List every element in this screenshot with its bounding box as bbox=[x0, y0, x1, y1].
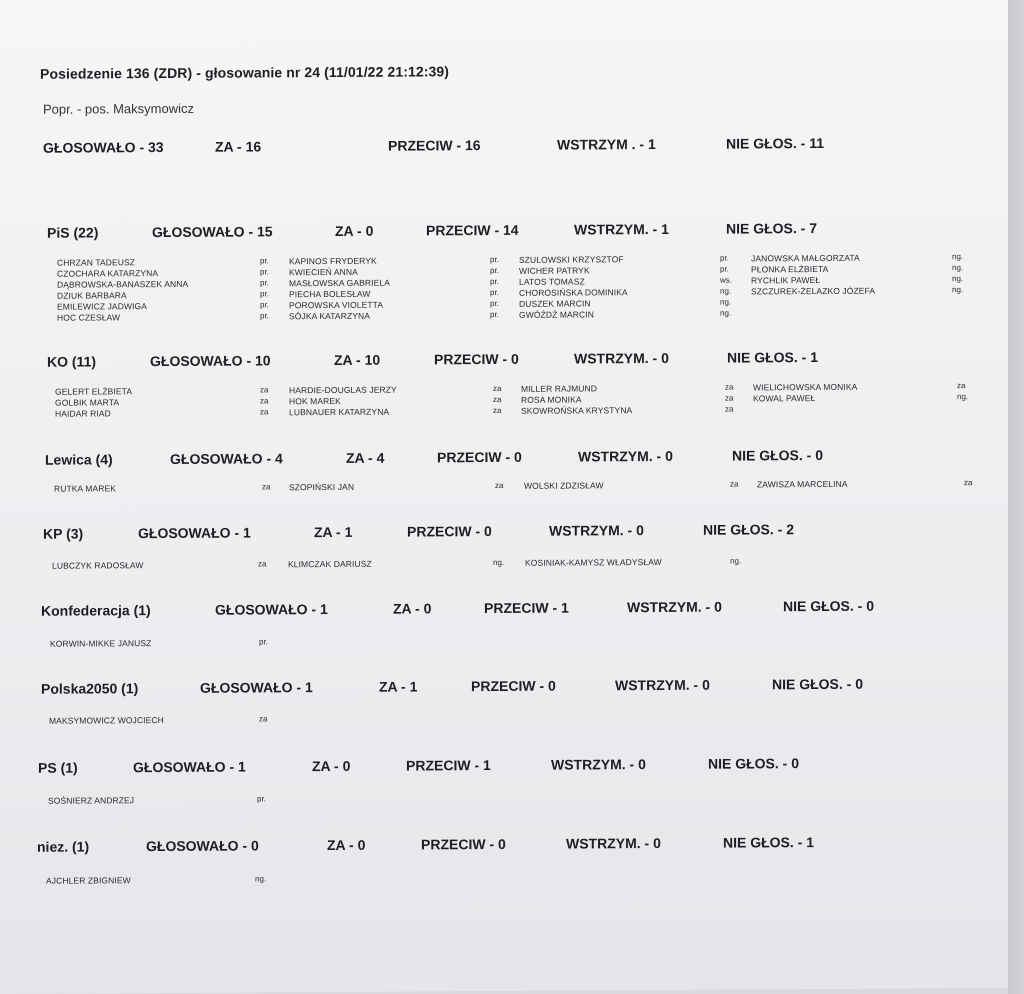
club-za: ZA - 0 bbox=[312, 757, 351, 775]
member-vote: za bbox=[730, 479, 739, 489]
member-name: GWÓŹDŹ MARCIN bbox=[519, 309, 594, 320]
club-nie-glos: NIE GŁOS. - 7 bbox=[726, 220, 818, 237]
member-name: SZCZUREK-ŻELAZKO JÓZEFA bbox=[751, 285, 876, 297]
member-name: GELERT ELŻBIETA bbox=[55, 386, 133, 397]
member-vote: pr. bbox=[260, 278, 269, 288]
member-vote: za bbox=[258, 559, 267, 569]
member-name: LUBNAUER KATARZYNA bbox=[289, 406, 390, 418]
member-vote: pr. bbox=[259, 637, 268, 647]
club-wstrzym: WSTRZYM. - 0 bbox=[549, 522, 644, 539]
member-vote: ng. bbox=[493, 557, 505, 567]
member-name: MILLER RAJMUND bbox=[521, 383, 598, 394]
member-name: LUBCZYK RADOSŁAW bbox=[52, 560, 144, 571]
member-vote: za bbox=[259, 714, 268, 724]
club-nie-glos: NIE GŁOS. - 1 bbox=[727, 349, 819, 366]
club-przeciw: PRZECIW - 0 bbox=[407, 522, 492, 540]
member-vote: za bbox=[260, 385, 269, 395]
member-name: KOSINIAK-KAMYSZ WŁADYSŁAW bbox=[525, 556, 662, 568]
club-wstrzym: WSTRZYM. - 0 bbox=[566, 834, 661, 852]
member-vote: za bbox=[493, 383, 502, 393]
club-przeciw: PRZECIW - 0 bbox=[471, 677, 556, 695]
member-name: WIELICHOWSKA MONIKA bbox=[753, 381, 858, 393]
member-name: HARDIE-DOUGLAS JERZY bbox=[289, 384, 397, 396]
club-przeciw: PRZECIW - 0 bbox=[421, 835, 506, 853]
member-vote: pr. bbox=[257, 794, 266, 804]
club-za: ZA - 10 bbox=[334, 351, 381, 368]
club-przeciw: PRZECIW - 14 bbox=[426, 221, 519, 239]
club-wstrzym: WSTRZYM. - 0 bbox=[627, 598, 722, 616]
club-wstrzym: WSTRZYM. - 0 bbox=[578, 447, 673, 465]
member-vote: ng. bbox=[720, 286, 732, 296]
member-name: EMILEWICZ JADWIGA bbox=[57, 301, 148, 312]
member-name: DZIUK BARBARA bbox=[57, 290, 127, 301]
member-vote: za bbox=[725, 393, 734, 403]
member-name: SKOWROŃSKA KRYSTYNA bbox=[521, 405, 633, 416]
club-wstrzym: WSTRZYM. - 0 bbox=[615, 676, 710, 694]
club-glosowalo: GŁOSOWAŁO - 1 bbox=[215, 600, 328, 618]
member-vote: za bbox=[495, 480, 504, 490]
member-name: SOŚNIERZ ANDRZEJ bbox=[48, 795, 135, 806]
member-name: LATOS TOMASZ bbox=[519, 276, 585, 287]
club-glosowalo: GŁOSOWAŁO - 15 bbox=[152, 223, 273, 241]
member-vote: za bbox=[725, 404, 734, 414]
club-nie-glos: NIE GŁOS. - 0 bbox=[772, 675, 864, 693]
club-wstrzym: WSTRZYM. - 0 bbox=[551, 756, 646, 773]
member-name: RUTKA MAREK bbox=[54, 483, 117, 494]
club-za: ZA - 0 bbox=[327, 836, 366, 854]
club-wstrzym: WSTRZYM. - 1 bbox=[574, 220, 669, 238]
member-vote: za bbox=[725, 382, 734, 392]
member-name: AJCHLER ZBIGNIEW bbox=[46, 875, 131, 886]
page-subtitle: Popr. - pos. Maksymowicz bbox=[43, 100, 194, 117]
member-vote: pr. bbox=[490, 254, 499, 265]
club-name: Konfederacja (1) bbox=[41, 602, 151, 619]
club-name: PiS (22) bbox=[47, 224, 99, 241]
member-name: KLIMCZAK DARIUSZ bbox=[288, 558, 372, 570]
member-name: WOLSKI ZDZISŁAW bbox=[524, 480, 604, 491]
club-nie-glos: NIE GŁOS. - 2 bbox=[703, 521, 795, 538]
member-vote: ng. bbox=[957, 392, 969, 402]
member-vote: pr. bbox=[490, 309, 499, 320]
club-glosowalo: GŁOSOWAŁO - 4 bbox=[170, 450, 283, 467]
member-name: KAPINOS FRYDERYK bbox=[289, 255, 377, 267]
club-wstrzym: WSTRZYM. - 0 bbox=[574, 349, 669, 367]
member-vote: pr. bbox=[260, 300, 269, 310]
club-przeciw: PRZECIW - 1 bbox=[406, 757, 491, 774]
member-name: CHRZAN TADEUSZ bbox=[57, 257, 136, 268]
member-vote: za bbox=[260, 407, 269, 417]
member-name: KOWAL PAWEŁ bbox=[753, 393, 816, 404]
summary-przeciw: PRZECIW - 16 bbox=[388, 137, 481, 154]
club-nie-glos: NIE GŁOS. - 0 bbox=[732, 446, 824, 464]
club-przeciw: PRZECIW - 1 bbox=[484, 599, 569, 617]
member-vote: ng. bbox=[730, 556, 742, 566]
club-za: ZA - 0 bbox=[335, 222, 374, 239]
club-glosowalo: GŁOSOWAŁO - 1 bbox=[138, 524, 251, 542]
member-name: PIECHA BOLESŁAW bbox=[289, 288, 371, 300]
club-nie-glos: NIE GŁOS. - 0 bbox=[708, 755, 800, 772]
member-vote: za bbox=[262, 482, 271, 492]
member-name: MASŁOWSKA GABRIELA bbox=[289, 277, 390, 289]
member-vote: ng. bbox=[952, 263, 964, 273]
page-title: Posiedzenie 136 (ZDR) - głosowanie nr 24 (11/01/22 21:12:39) bbox=[40, 63, 450, 82]
member-name: DĄBROWSKA-BANASZEK ANNA bbox=[57, 278, 189, 290]
member-name: GOLBIK MARTA bbox=[55, 397, 120, 408]
member-vote: za bbox=[964, 478, 973, 488]
member-vote: za bbox=[260, 396, 269, 406]
club-name: Lewica (4) bbox=[45, 451, 113, 468]
club-name: Polska2050 (1) bbox=[41, 680, 139, 697]
member-vote: pr. bbox=[490, 287, 499, 298]
member-name: HOK MAREK bbox=[289, 395, 341, 407]
member-name: KORWIN-MIKKE JANUSZ bbox=[50, 638, 152, 649]
club-za: ZA - 1 bbox=[379, 678, 418, 695]
club-przeciw: PRZECIW - 0 bbox=[437, 448, 522, 466]
member-name: SZULOWSKI KRZYSZTOF bbox=[519, 254, 624, 265]
member-vote: pr. bbox=[260, 256, 269, 266]
member-name: SÓJKA KATARZYNA bbox=[289, 310, 371, 322]
club-glosowalo: GŁOSOWAŁO - 0 bbox=[146, 837, 259, 855]
member-vote: ng. bbox=[952, 274, 964, 284]
club-za: ZA - 1 bbox=[314, 523, 353, 541]
summary-za: ZA - 16 bbox=[215, 138, 262, 155]
member-name: ZAWISZA MARCELINA bbox=[757, 478, 848, 490]
club-name: niez. (1) bbox=[37, 838, 90, 855]
club-nie-glos: NIE GŁOS. - 0 bbox=[783, 597, 875, 615]
member-vote: za bbox=[493, 405, 502, 415]
member-vote: ng. bbox=[952, 252, 964, 262]
member-vote: pr. bbox=[260, 289, 269, 299]
summary-nie-glos: NIE GŁOS. - 11 bbox=[726, 134, 825, 152]
club-nie-glos: NIE GŁOS. - 1 bbox=[723, 834, 815, 851]
member-name: PŁONKA ELŻBIETA bbox=[751, 263, 829, 275]
member-name: WICHER PATRYK bbox=[519, 265, 590, 276]
member-name: SZOPIŃSKI JAN bbox=[289, 481, 355, 493]
member-vote: pr. bbox=[720, 253, 729, 263]
member-name: RYCHLIK PAWEŁ bbox=[751, 274, 821, 286]
member-name: MAKSYMOWICZ WOJCIECH bbox=[49, 714, 164, 726]
member-vote: ng. bbox=[255, 874, 267, 884]
club-glosowalo: GŁOSOWAŁO - 1 bbox=[133, 758, 246, 776]
club-name: KP (3) bbox=[43, 525, 84, 542]
member-vote: za bbox=[957, 381, 966, 391]
member-name: ROSA MONIKA bbox=[521, 394, 582, 405]
member-name: HOC CZESŁAW bbox=[57, 312, 121, 323]
member-vote: za bbox=[493, 394, 502, 404]
club-za: ZA - 0 bbox=[393, 600, 432, 617]
club-za: ZA - 4 bbox=[346, 449, 385, 466]
member-vote: ws. bbox=[720, 275, 732, 285]
member-vote: pr. bbox=[490, 265, 499, 276]
club-name: KO (11) bbox=[47, 353, 97, 370]
summary-wstrzym: WSTRZYM . - 1 bbox=[557, 135, 656, 153]
member-vote: ng. bbox=[720, 308, 732, 318]
member-vote: pr. bbox=[260, 311, 269, 321]
member-vote: ng. bbox=[952, 285, 964, 295]
member-vote: pr. bbox=[720, 264, 729, 274]
club-przeciw: PRZECIW - 0 bbox=[434, 350, 519, 368]
member-name: POROWSKA VIOLETTA bbox=[289, 299, 384, 311]
member-name: DUSZEK MARCIN bbox=[519, 298, 591, 309]
member-vote: pr. bbox=[260, 267, 269, 277]
member-name: JANOWSKA MAŁGORZATA bbox=[751, 252, 860, 264]
club-glosowalo: GŁOSOWAŁO - 1 bbox=[200, 679, 313, 696]
member-name: KWIECIEŃ ANNA bbox=[289, 266, 358, 278]
member-vote: ng. bbox=[720, 297, 732, 307]
member-vote: pr. bbox=[490, 298, 499, 309]
paper-edge bbox=[1008, 0, 1024, 994]
member-vote: pr. bbox=[490, 276, 499, 287]
member-name: CHOROSIŃSKA DOMINIKA bbox=[519, 287, 628, 298]
summary-glosowalo: GŁOSOWAŁO - 33 bbox=[43, 139, 164, 156]
club-name: PS (1) bbox=[38, 759, 78, 776]
club-glosowalo: GŁOSOWAŁO - 10 bbox=[150, 352, 271, 370]
member-name: CZOCHARA KATARZYNA bbox=[57, 268, 159, 279]
member-name: HAIDAR RIAD bbox=[55, 408, 111, 419]
